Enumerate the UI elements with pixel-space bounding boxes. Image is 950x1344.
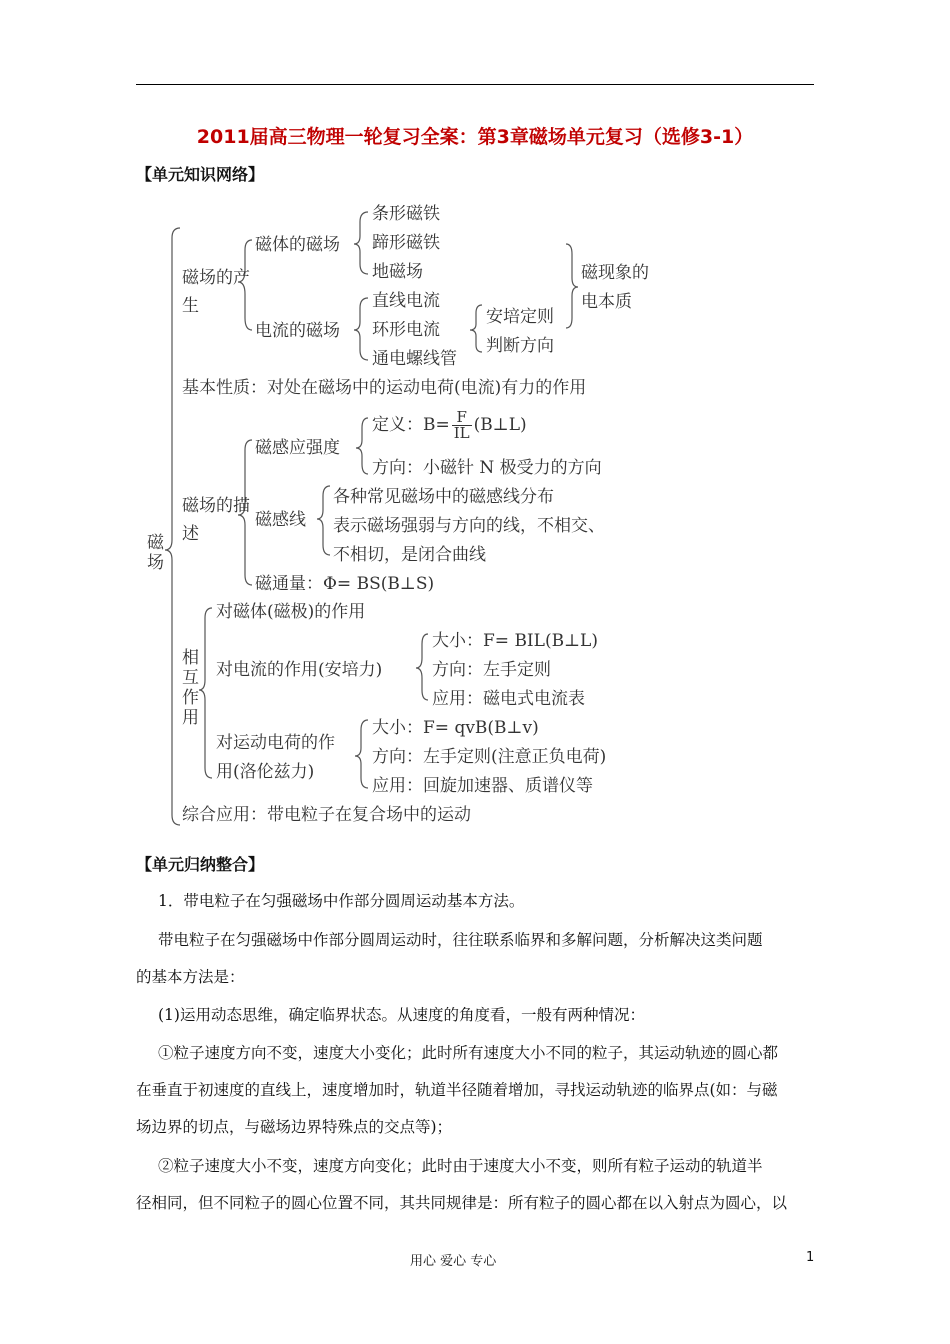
tree-essence: 电本质: [581, 292, 632, 312]
tree-current-item: 环形电流: [372, 320, 440, 340]
definition-prefix: 定义：B=: [372, 415, 450, 435]
tree-ampere-rule: 判断方向: [486, 336, 554, 356]
tree-definition: [372, 410, 527, 441]
tree-current-item: 通电螺线管: [372, 349, 457, 369]
footer-motto: 用心 爱心 专心: [410, 1254, 497, 1269]
page-number: 1: [806, 1250, 815, 1265]
tree-root-label: 磁场: [147, 533, 164, 573]
paragraph: [136, 997, 816, 1034]
tree-induction-item: 表示磁场强弱与方向的线，不相交、: [333, 516, 605, 536]
tree-on-current: 对电流的作用(安培力): [216, 660, 383, 680]
paragraph-line: 带电粒子在匀强磁场中作部分圆周运动时，往往联系临界和多解问题，分析解决这类问题: [158, 931, 763, 949]
tree-current-item: 直线电流: [372, 291, 440, 311]
tree-intensity: 磁感应强度: [255, 438, 340, 458]
page-title: 2011届高三物理一轮复习全案：第3章磁场单元复习（选修3-1）: [196, 126, 754, 148]
tree-on-charge: 用(洛伦兹力): [216, 762, 315, 782]
tree-charge-force-item: 方向：左手定则(注意正负电荷): [372, 747, 607, 767]
tree-induction-line: 磁感线: [255, 510, 306, 530]
tree-magnet-item: 蹄形磁铁: [372, 233, 440, 253]
paragraph: [136, 922, 816, 996]
tree-production-label: 磁场的产生: [182, 268, 250, 316]
tree-interaction-label: 相互作用: [182, 648, 199, 728]
paragraph-line: 场边界的切点，与磁场边界特殊点的交点等)；: [136, 1118, 453, 1136]
tree-induction-item: 各种常见磁场中的磁感线分布: [333, 487, 554, 507]
tree-description-label: 磁场的描述: [182, 496, 250, 544]
section-heading-knowledge-network: 【单元知识网络】: [136, 165, 265, 184]
tree-direction: 方向：小磁针 N 极受力的方向: [372, 458, 602, 478]
definition-fraction: [452, 410, 472, 441]
paragraph-line: ①粒子速度方向不变，速度大小变化；此时所有速度大小不同的粒子，其运动轨迹的圆心都: [158, 1044, 779, 1062]
tree-current-force-item: 应用：磁电式电流表: [432, 689, 585, 709]
section-heading-summary: 【单元归纳整合】: [136, 855, 265, 874]
tree-charge-force-item: 大小：F= qvB(B⊥v): [372, 718, 539, 738]
paragraph-line: 在垂直于初速度的直线上，速度增加时，轨道半径随着增加，寻找运动轨迹的临界点(如：与磁: [136, 1081, 778, 1099]
paragraph-line: ②粒子速度大小不变，速度方向变化；此时由于速度大小不变，则所有粒子运动的轨道半: [158, 1157, 763, 1175]
paragraph: [136, 883, 816, 920]
tree-basic-property: 基本性质：对处在磁场中的运动电荷(电流)有力的作用: [182, 378, 587, 398]
tree-magnet-item: 地磁场: [372, 262, 423, 282]
definition-suffix: (B⊥L): [473, 415, 527, 435]
paragraph-line: 1．带电粒子在匀强磁场中作部分圆周运动基本方法。: [158, 892, 525, 910]
fraction-numerator: F: [452, 410, 472, 426]
paragraph-line: (1)运用动态思维，确定临界状态。从速度的角度看，一般有两种情况：: [158, 1006, 645, 1024]
paragraph-line: 径相同，但不同粒子的圆心位置不同，其共同规律是：所有粒子的圆心都在以入射点为圆心，以: [136, 1194, 788, 1212]
paragraph: [136, 1035, 816, 1146]
tree-current-field: 电流的磁场: [255, 321, 340, 341]
tree-application: 综合应用：带电粒子在复合场中的运动: [182, 805, 471, 825]
fraction-denominator: IL: [453, 424, 470, 442]
tree-magnet-field: 磁体的磁场: [255, 235, 340, 255]
tree-essence: 磁现象的: [581, 263, 649, 283]
tree-on-charge: 对运动电荷的作: [216, 733, 335, 753]
tree-ampere-rule: 安培定则: [486, 307, 554, 327]
tree-flux: 磁通量：Φ= BS(B⊥S): [255, 574, 435, 594]
tree-magnet-item: 条形磁铁: [372, 204, 440, 224]
tree-on-magnet: 对磁体(磁极)的作用: [216, 602, 366, 622]
tree-charge-force-item: 应用：回旋加速器、质谱仪等: [372, 776, 593, 796]
paragraph-line: 的基本方法是：: [136, 968, 245, 986]
tree-induction-item: 不相切，是闭合曲线: [333, 545, 486, 565]
tree-current-force-item: 大小：F= BIL(B⊥L): [432, 631, 598, 651]
paragraph: [136, 1148, 816, 1222]
tree-current-force-item: 方向：左手定则: [432, 660, 551, 680]
